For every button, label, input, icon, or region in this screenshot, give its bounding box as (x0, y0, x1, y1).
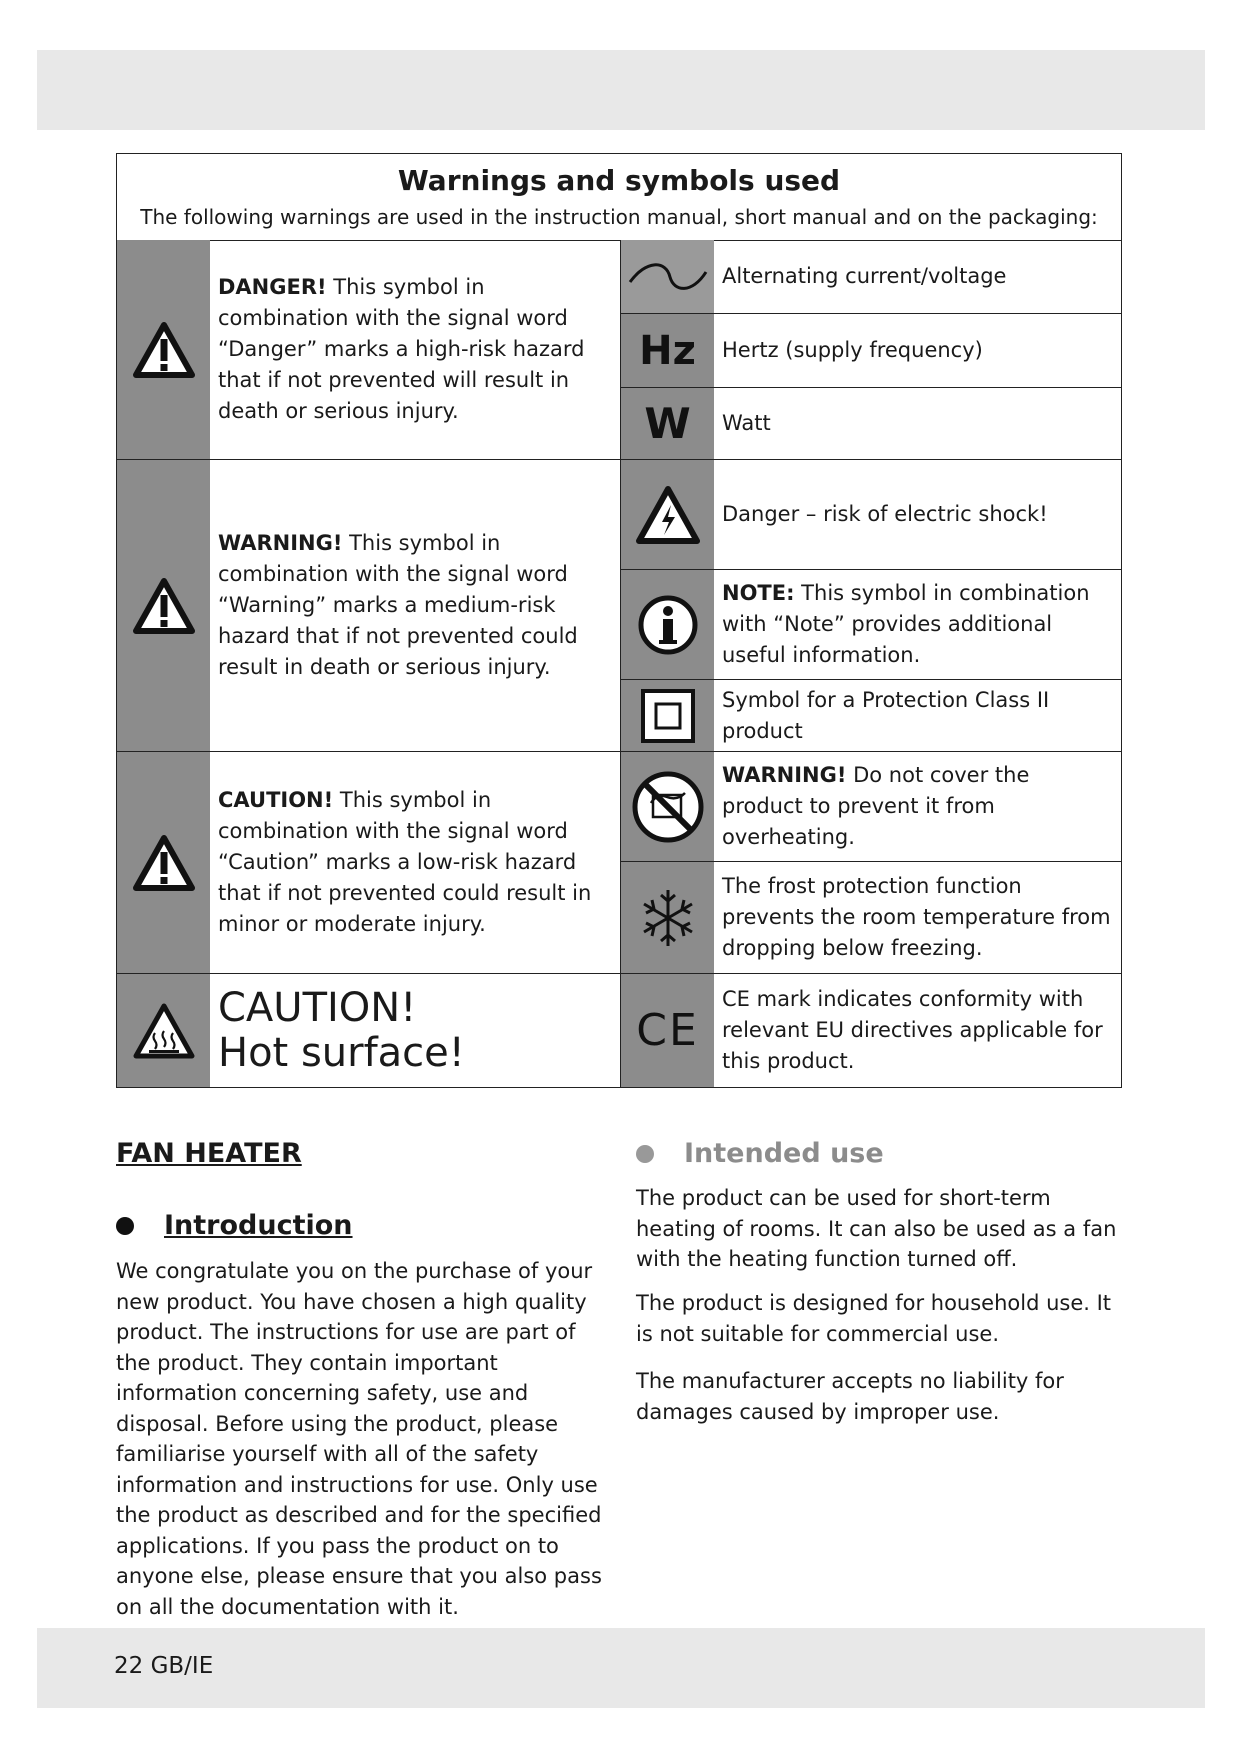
bullet-dot (116, 1217, 134, 1235)
do-not-cover-row (621, 752, 1121, 862)
ac-text: Alternating current/voltage (722, 264, 1007, 288)
bullet-dot (636, 1145, 654, 1163)
hot-surface-line1: CAUTION! (218, 984, 417, 1031)
fan-heater-title: FAN HEATER (116, 1138, 302, 1169)
do-not-cover-icon (621, 752, 714, 861)
right-column (621, 240, 1121, 1087)
ce-text: CE mark indicates conformity with relevant EU directives applicable for this product. (722, 987, 1103, 1073)
electric-shock-row (621, 460, 1121, 570)
table-header (117, 154, 1121, 241)
warnings-table (116, 153, 1122, 1088)
frost-text: The frost protection function prevents the room temperature from dropping below freezing. (722, 874, 1111, 960)
warning-triangle-icon (117, 240, 210, 459)
header-band (37, 50, 1205, 130)
note-signal: NOTE: (722, 581, 795, 605)
hertz-symbol: Hz (639, 327, 696, 374)
danger-signal: DANGER! (218, 275, 327, 299)
ac-row (621, 240, 1121, 314)
warning-row (117, 460, 620, 752)
hot-surface-line2: Hot surface! (218, 1029, 465, 1076)
warning-signal: WARNING! (218, 531, 343, 555)
watt-icon (621, 388, 714, 459)
electric-shock-icon (621, 460, 714, 569)
hot-surface-row (117, 974, 620, 1087)
intended-use-paragraph: The product is designed for household use. It is not suitable for commercial use. (636, 1291, 1112, 1346)
warning-triangle-icon (117, 752, 210, 973)
watt-symbol: W (644, 399, 691, 448)
hertz-row (621, 314, 1121, 388)
intended-use-label: Intended use (684, 1138, 884, 1169)
hertz-text: Hertz (supply frequency) (722, 338, 983, 362)
snowflake-icon (621, 862, 714, 973)
info-icon (621, 570, 714, 679)
protection-class-2-icon (621, 680, 714, 751)
do-not-cover-signal: WARNING! (722, 763, 847, 787)
watt-row (621, 388, 1121, 460)
page-number: 22 GB/IE (114, 1653, 214, 1679)
intended-use-heading (636, 1138, 884, 1169)
introduction-heading (116, 1210, 353, 1241)
hot-surface-icon (117, 974, 210, 1087)
caution-text: This symbol in combination with the signal word “Caution” marks a low-risk hazard that if not prevented could result in minor or moderate injury. (218, 788, 592, 936)
electric-shock-text: Danger – risk of electric shock! (722, 502, 1048, 526)
ce-symbol: CE (636, 1005, 699, 1056)
ac-wave-icon (621, 240, 714, 313)
left-column (117, 240, 621, 1087)
intended-use-paragraph: The manufacturer accepts no liability for damages caused by improper use. (636, 1369, 1064, 1424)
ce-row (621, 974, 1121, 1087)
caution-row (117, 752, 620, 974)
introduction-text: We congratulate you on the purchase of your new product. You have chosen a high quality product. The instructions for use are part of the product. They contain important information concerning safety, use and disposal. Before using the product, please familiarise yourself with all of the safety information and instructions for use. Only use the product as described and for the specified applications. If you pass the product on to anyone else, please ensure that you also pass on all the documentation with it. (116, 1259, 602, 1619)
note-text: This symbol in combination with “Note” provides additional useful information. (722, 581, 1090, 667)
hertz-icon (621, 314, 714, 387)
note-row (621, 570, 1121, 680)
do-not-cover-text: Do not cover the product to prevent it from overheating. (722, 763, 1030, 849)
table-title: Warnings and symbols used (397, 164, 841, 197)
table-intro: The following warnings are used in the instruction manual, short manual and on the packaging: (140, 205, 1098, 229)
intended-use-paragraph: The product can be used for short-term heating of rooms. It can also be used as a fan with the heating function turned off. (636, 1186, 1117, 1271)
ce-mark-icon (621, 974, 714, 1087)
warning-text: This symbol in combination with the signal word “Warning” marks a medium-risk hazard that if not prevented could result in death or serious injury. (218, 531, 578, 679)
warning-triangle-icon (117, 460, 210, 751)
frost-row (621, 862, 1121, 974)
introduction-label: Introduction (164, 1210, 353, 1241)
danger-text: This symbol in combination with the signal word “Danger” marks a high-risk hazard that if not prevented will result in death or serious injury. (218, 275, 585, 423)
protection-class-text: Symbol for a Protection Class II product (722, 687, 1050, 743)
watt-text: Watt (722, 411, 771, 435)
danger-row (117, 240, 620, 460)
caution-signal: CAUTION! (218, 788, 334, 812)
protection-class-row (621, 680, 1121, 752)
